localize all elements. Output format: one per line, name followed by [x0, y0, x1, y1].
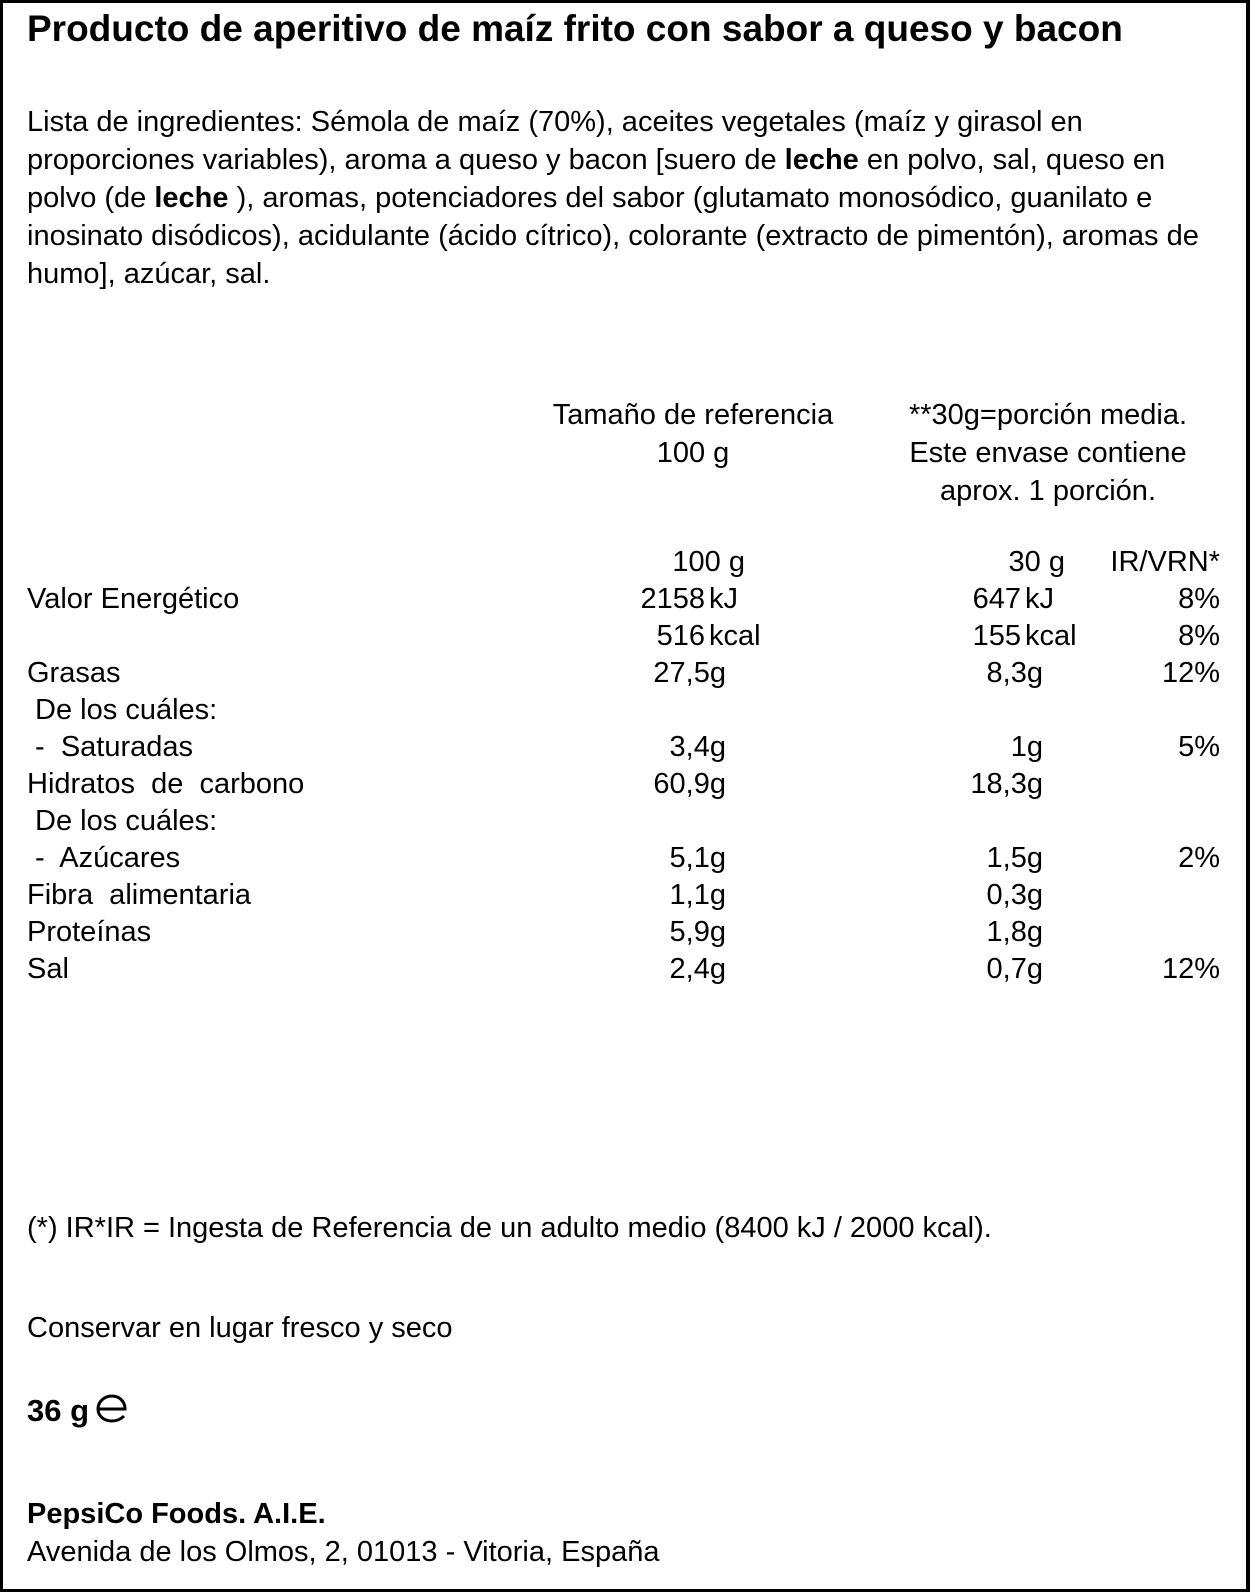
energy-kj-30g: 647: [972, 583, 1021, 615]
nutrient-label: Proteínas: [27, 916, 152, 948]
allergen-milk: leche: [784, 144, 859, 176]
energy-label: Valor Energético: [27, 583, 240, 615]
nutrient-value-100g: 3,4g: [669, 731, 726, 763]
e-mark-icon: [93, 1392, 131, 1434]
column-header-ir: IR/VRN*: [1110, 546, 1220, 578]
portion-line-1: **30g=porción media.: [908, 399, 1188, 431]
nutrient-label: - Saturadas: [27, 731, 194, 763]
company-name: PepsiCo Foods. A.I.E.: [27, 1498, 326, 1530]
reference-size-value: 100 g: [656, 437, 730, 469]
ingredients-list: [27, 103, 1227, 293]
net-weight: [27, 1391, 131, 1434]
ingredients-text: Lista de ingredientes: Sémola de maíz (70%), aceites vegetales (maíz y girasol en proporciones variables), aroma a queso y bacon [suero de: [27, 106, 1083, 176]
nutrient-label: Sal: [27, 953, 69, 985]
energy-kj-unit: kJ: [709, 583, 738, 615]
nutrient-value-30g: 1,5g: [986, 842, 1043, 874]
footnote: (*) IR*IR = Ingesta de Referencia de un adulto medio (8400 kJ / 2000 kcal).: [27, 1212, 992, 1244]
nutrient-value-100g: 1,1g: [669, 879, 726, 911]
nutrient-value-30g: 1g: [1010, 731, 1043, 763]
nutrient-label: De los cuáles:: [27, 805, 218, 837]
nutrient-value-100g: 60,9g: [653, 768, 726, 800]
nutrient-value-100g: 5,9g: [669, 916, 726, 948]
reference-size-label: Tamaño de referencia: [552, 399, 834, 431]
nutrient-value-100g: 5,1g: [669, 842, 726, 874]
column-header-30g: 30 g: [1008, 546, 1065, 578]
nutrient-value-30g: 0,7g: [986, 953, 1043, 985]
energy-kj-unit: kJ: [1025, 583, 1054, 615]
energy-kcal-100g: 516: [656, 620, 705, 652]
energy-kcal-30g: 155: [972, 620, 1021, 652]
energy-kcal-ir: 8%: [1178, 620, 1220, 652]
net-weight-value: 36 g: [27, 1393, 90, 1428]
energy-kj-ir: 8%: [1178, 583, 1220, 615]
column-header-100g: 100 g: [672, 546, 745, 578]
nutrient-ir: 12%: [1161, 657, 1220, 689]
energy-kj-100g: 2158: [640, 583, 705, 615]
company-address: Avenida de los Olmos, 2, 01013 - Vitoria, España: [27, 1536, 660, 1568]
nutrient-ir: 5%: [1178, 731, 1220, 763]
portion-header: [883, 396, 1213, 510]
nutrient-label: Fibra alimentaria: [27, 879, 252, 911]
nutrient-value-100g: 27,5g: [653, 657, 726, 689]
portion-line-3: aprox. 1 porción.: [939, 475, 1156, 507]
nutrient-ir: 2%: [1178, 842, 1220, 874]
nutrient-value-30g: 0,3g: [986, 879, 1043, 911]
nutrient-value-100g: 2,4g: [669, 953, 726, 985]
allergen-milk: leche: [154, 182, 229, 214]
ingredients-text: ), aromas, potenciadores del sabor (glutamato monosódico, guanilato e inosinato disódicos), acidulante (ácido cítrico), colorante (extracto de pimentón), aromas de humo], azúcar, sal.: [27, 182, 1199, 290]
nutrient-value-30g: 1,8g: [986, 916, 1043, 948]
portion-line-2: Este envase contiene: [909, 437, 1187, 469]
nutrient-label: Hidratos de carbono: [27, 768, 305, 800]
nutrient-value-30g: 8,3g: [986, 657, 1043, 689]
nutrient-label: De los cuáles:: [27, 694, 218, 726]
ingredients-text: en polvo, sal, queso en polvo (de: [27, 144, 1166, 214]
product-title: Producto de aperitivo de maíz frito con sabor a queso y bacon: [27, 8, 1123, 49]
energy-kcal-unit: kcal: [1025, 620, 1077, 652]
nutrient-ir: 12%: [1161, 953, 1220, 985]
nutrient-label: Grasas: [27, 657, 121, 689]
energy-kcal-unit: kcal: [709, 620, 761, 652]
reference-size-header: [523, 396, 863, 472]
storage-instructions: Conservar en lugar fresco y seco: [27, 1312, 453, 1344]
nutrient-label: - Azúcares: [27, 842, 181, 874]
nutrient-value-30g: 18,3g: [970, 768, 1043, 800]
